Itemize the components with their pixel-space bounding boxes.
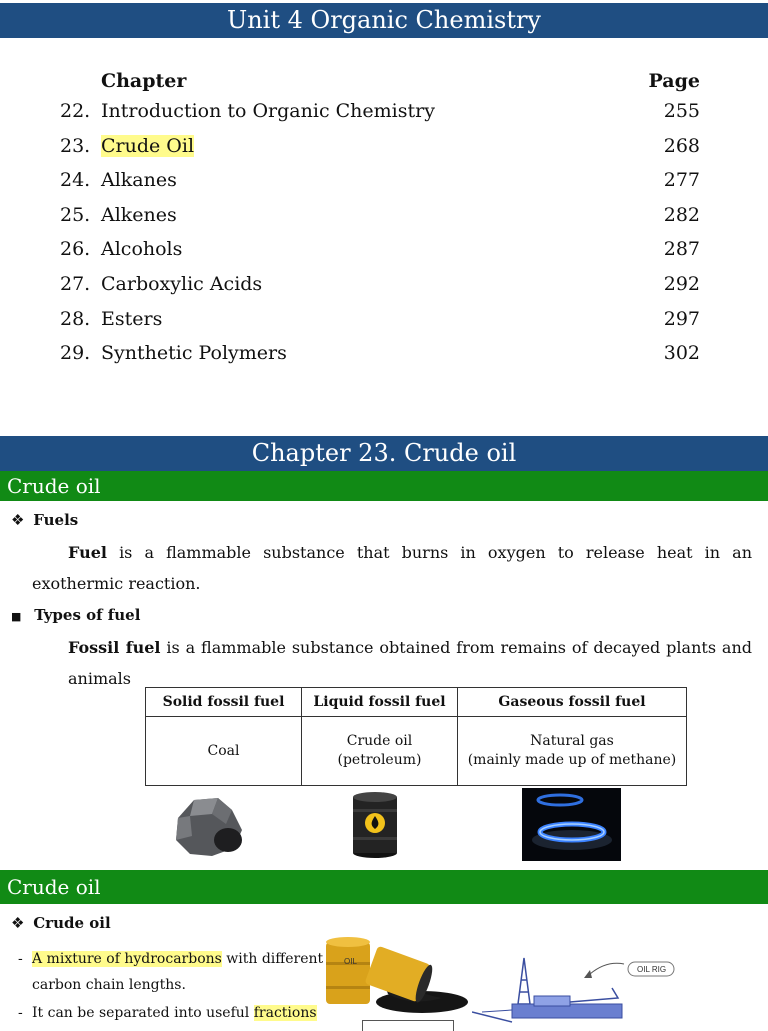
barrel-label: OIL	[344, 957, 357, 966]
unit-title: Unit 4 Organic Chemistry	[226, 6, 541, 34]
list-item	[18, 1002, 317, 1024]
oil-barrel-icon	[351, 791, 399, 859]
toc-entry-title: Esters	[101, 307, 163, 330]
spilled-oil-barrels-icon	[322, 932, 472, 1014]
crude-oil-bullet	[11, 914, 111, 932]
crude-oil-label: Crude oil	[33, 914, 111, 932]
toc-entry-number: 28.	[60, 307, 91, 330]
toc-entry-number: 25.	[60, 203, 91, 226]
toc-entry	[0, 308, 768, 338]
toc-entry	[0, 204, 768, 234]
diamond-bullet-icon: ❖	[11, 914, 25, 932]
fossil-term: Fossil fuel	[68, 638, 161, 657]
toc-header	[0, 70, 768, 100]
table-cell: Coal	[146, 717, 302, 786]
fuels-label: Fuels	[33, 511, 79, 529]
list-item	[18, 946, 324, 973]
table-header: Solid fossil fuel	[146, 688, 302, 717]
table-cell	[302, 717, 458, 786]
table-header-row	[146, 688, 687, 717]
toc-entry-number: 29.	[60, 342, 91, 365]
table-header: Gaseous fossil fuel	[458, 688, 687, 717]
diagram-box	[362, 1020, 454, 1031]
toc-entry-page: 302	[663, 342, 700, 365]
fuel-def-text: is a flammable substance that burns in oxygen to release heat in an exothermic reaction.	[32, 543, 753, 593]
list-item-text: with different	[221, 951, 324, 967]
toc-entry	[0, 135, 768, 165]
toc-entry-title: Alkenes	[101, 203, 177, 226]
unit-banner	[0, 3, 768, 38]
toc-entry	[0, 100, 768, 130]
fossil-def-text: is a flammable substance obtained from remains of decayed plants and animals	[68, 638, 752, 688]
section-heading-text: Crude oil	[7, 474, 101, 498]
oil-rig-label: OIL RIG	[637, 965, 667, 974]
square-bullet-icon: ■	[11, 610, 22, 623]
toc-entry	[0, 238, 768, 268]
toc-entry-page: 297	[663, 307, 700, 330]
table-header: Liquid fossil fuel	[302, 688, 458, 717]
toc-entry-number: 24.	[60, 169, 91, 192]
fuel-definition	[32, 537, 752, 599]
toc-entry-page: 282	[663, 203, 700, 226]
highlighted-text: A mixture of hydrocarbons	[32, 951, 222, 967]
toc-entry-number: 22.	[60, 100, 91, 122]
toc-entry-title: Crude Oil	[101, 134, 195, 157]
section-heading-2-text: Crude oil	[7, 875, 101, 899]
types-bullet	[11, 606, 140, 624]
toc-entry-page: 268	[663, 134, 700, 157]
section-heading-2	[0, 870, 768, 904]
section-heading	[0, 471, 768, 501]
toc-entry-page: 255	[663, 100, 700, 122]
cell-line: Natural gas	[530, 733, 614, 749]
toc-entry-title: Alcohols	[101, 238, 183, 261]
toc-entry-page: 287	[663, 238, 700, 261]
toc-entry-title: Synthetic Polymers	[101, 342, 287, 365]
fuels-bullet	[11, 511, 78, 529]
table-cell	[458, 717, 687, 786]
chapter-title: Chapter 23. Crude oil	[251, 439, 517, 467]
list-item-text: It can be separated into useful	[32, 1005, 254, 1021]
toc-page-header: Page	[648, 70, 700, 92]
oil-rig-icon	[472, 952, 692, 1024]
cell-line: (petroleum)	[337, 752, 422, 768]
toc-entry-title: Carboxylic Acids	[101, 273, 263, 295]
coal-icon	[172, 796, 246, 858]
dash-bullet: -	[18, 1005, 23, 1021]
toc-entry-number: 27.	[60, 273, 91, 295]
toc-entry-number: 26.	[60, 238, 91, 261]
toc-chapter-header: Chapter	[101, 70, 187, 92]
table-row	[146, 717, 687, 786]
toc-entry-title: Alkanes	[101, 169, 177, 192]
fossil-definition	[68, 632, 752, 694]
fossil-fuel-table	[145, 687, 687, 786]
toc-entry-page: 292	[663, 273, 700, 295]
diamond-bullet-icon: ❖	[11, 511, 25, 529]
toc-entry	[0, 273, 768, 303]
highlighted-text: fractions	[253, 1005, 317, 1021]
toc-entry-page: 277	[663, 169, 700, 192]
dash-bullet: -	[18, 951, 23, 967]
toc-entry	[0, 342, 768, 372]
gas-burner-icon	[522, 788, 621, 861]
toc-entry-number: 23.	[60, 134, 91, 157]
cell-line: (mainly made up of methane)	[467, 752, 677, 768]
cell-line: Crude oil	[346, 733, 413, 749]
list-item-continuation: carbon chain lengths.	[32, 977, 186, 993]
fuel-term: Fuel	[68, 543, 107, 562]
types-label: Types of fuel	[34, 606, 141, 624]
toc-entry-title: Introduction to Organic Chemistry	[101, 100, 435, 122]
chapter-banner	[0, 436, 768, 471]
toc-entry	[0, 169, 768, 199]
